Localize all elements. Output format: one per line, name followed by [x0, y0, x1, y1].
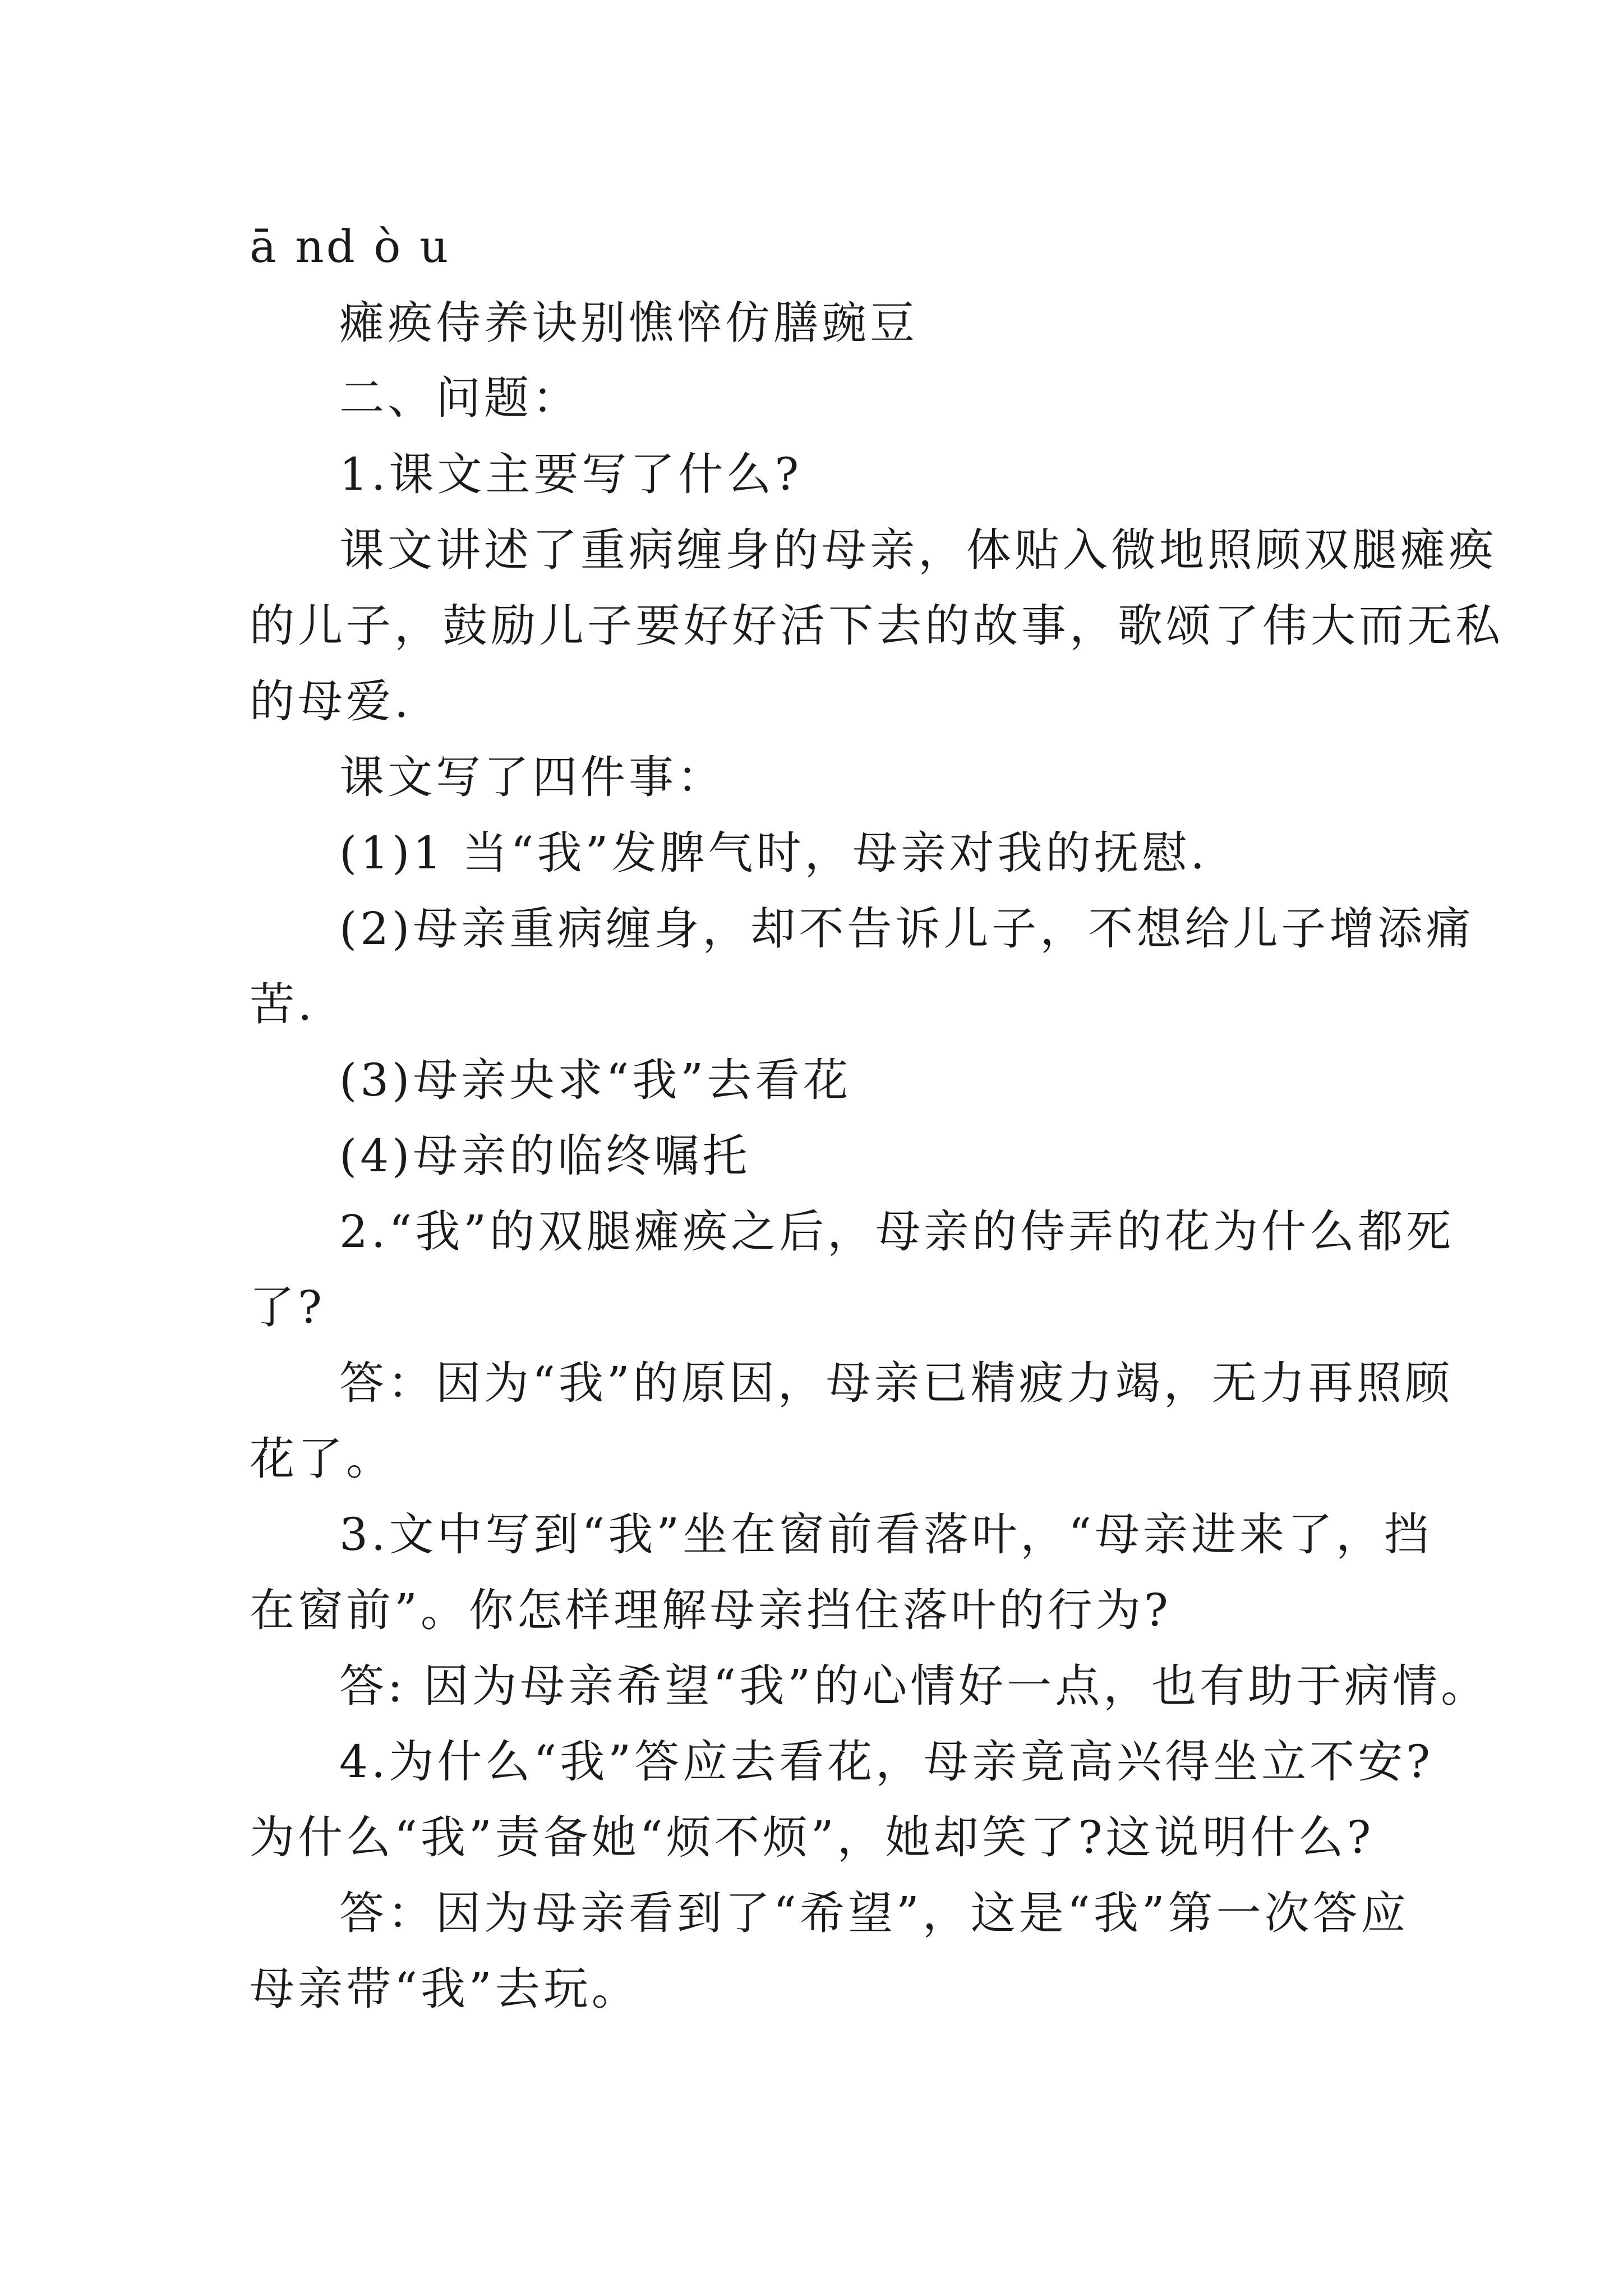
question-3-line-2: 在窗前”。你怎样理解母亲挡住落叶的行为? [250, 1584, 1172, 1636]
answer-4-line-1: 答：因为母亲看到了“希望”，这是“我”第一次答应 [339, 1887, 1409, 1939]
answer-1-line-2: 的儿子，鼓励儿子要好好活下去的故事，歌颂了伟大而无私 [250, 600, 1504, 652]
event-4: (4)母亲的临终嘱托 [339, 1130, 751, 1182]
section-heading: 二、问题： [339, 372, 580, 424]
pinyin-line: ā nd ò u [250, 220, 451, 273]
vocabulary-line: 瘫痪侍养诀别憔悴仿膳豌豆 [339, 297, 918, 349]
answer-1-line-1: 课文讲述了重病缠身的母亲，体贴入微地照顾双腿瘫痪 [339, 524, 1497, 576]
answer-1-line-3: 的母爱. [250, 675, 412, 728]
answer-4-line-2: 母亲带“我”去玩。 [250, 1963, 640, 2015]
question-4-line-1: 4.为什么“我”答应去看花，母亲竟高兴得坐立不安? [339, 1736, 1434, 1788]
question-2-line-2: 了? [250, 1281, 325, 1333]
event-2-line-1: (2)母亲重病缠身，却不告诉儿子，不想给儿子增添痛 [339, 903, 1474, 955]
event-2-line-2: 苦. [250, 978, 316, 1030]
answer-2-line-2: 花了。 [250, 1433, 394, 1485]
question-4-line-2: 为什么“我”责备她“烦不烦”，她却笑了?这说明什么? [250, 1811, 1375, 1864]
answer-2-line-1: 答：因为“我”的原因，母亲已精疲力竭，无力再照顾 [339, 1357, 1453, 1409]
question-2-line-1: 2.“我”的双腿瘫痪之后，母亲的侍弄的花为什么都死 [339, 1205, 1455, 1258]
answer-3: 答: 因为母亲希望“我”的心情好一点，也有助于病情。 [339, 1660, 1490, 1712]
question-1: 1.课文主要写了什么? [339, 448, 803, 500]
event-3: (3)母亲央求“我”去看花 [339, 1054, 852, 1106]
question-3-line-1: 3.文中写到“我”坐在窗前看落叶，“母亲进来了，挡 [339, 1508, 1433, 1561]
event-1: (1)1 当“我”发脾气时，母亲对我的抚慰. [339, 827, 1208, 879]
events-heading: 课文写了四件事： [339, 751, 725, 803]
